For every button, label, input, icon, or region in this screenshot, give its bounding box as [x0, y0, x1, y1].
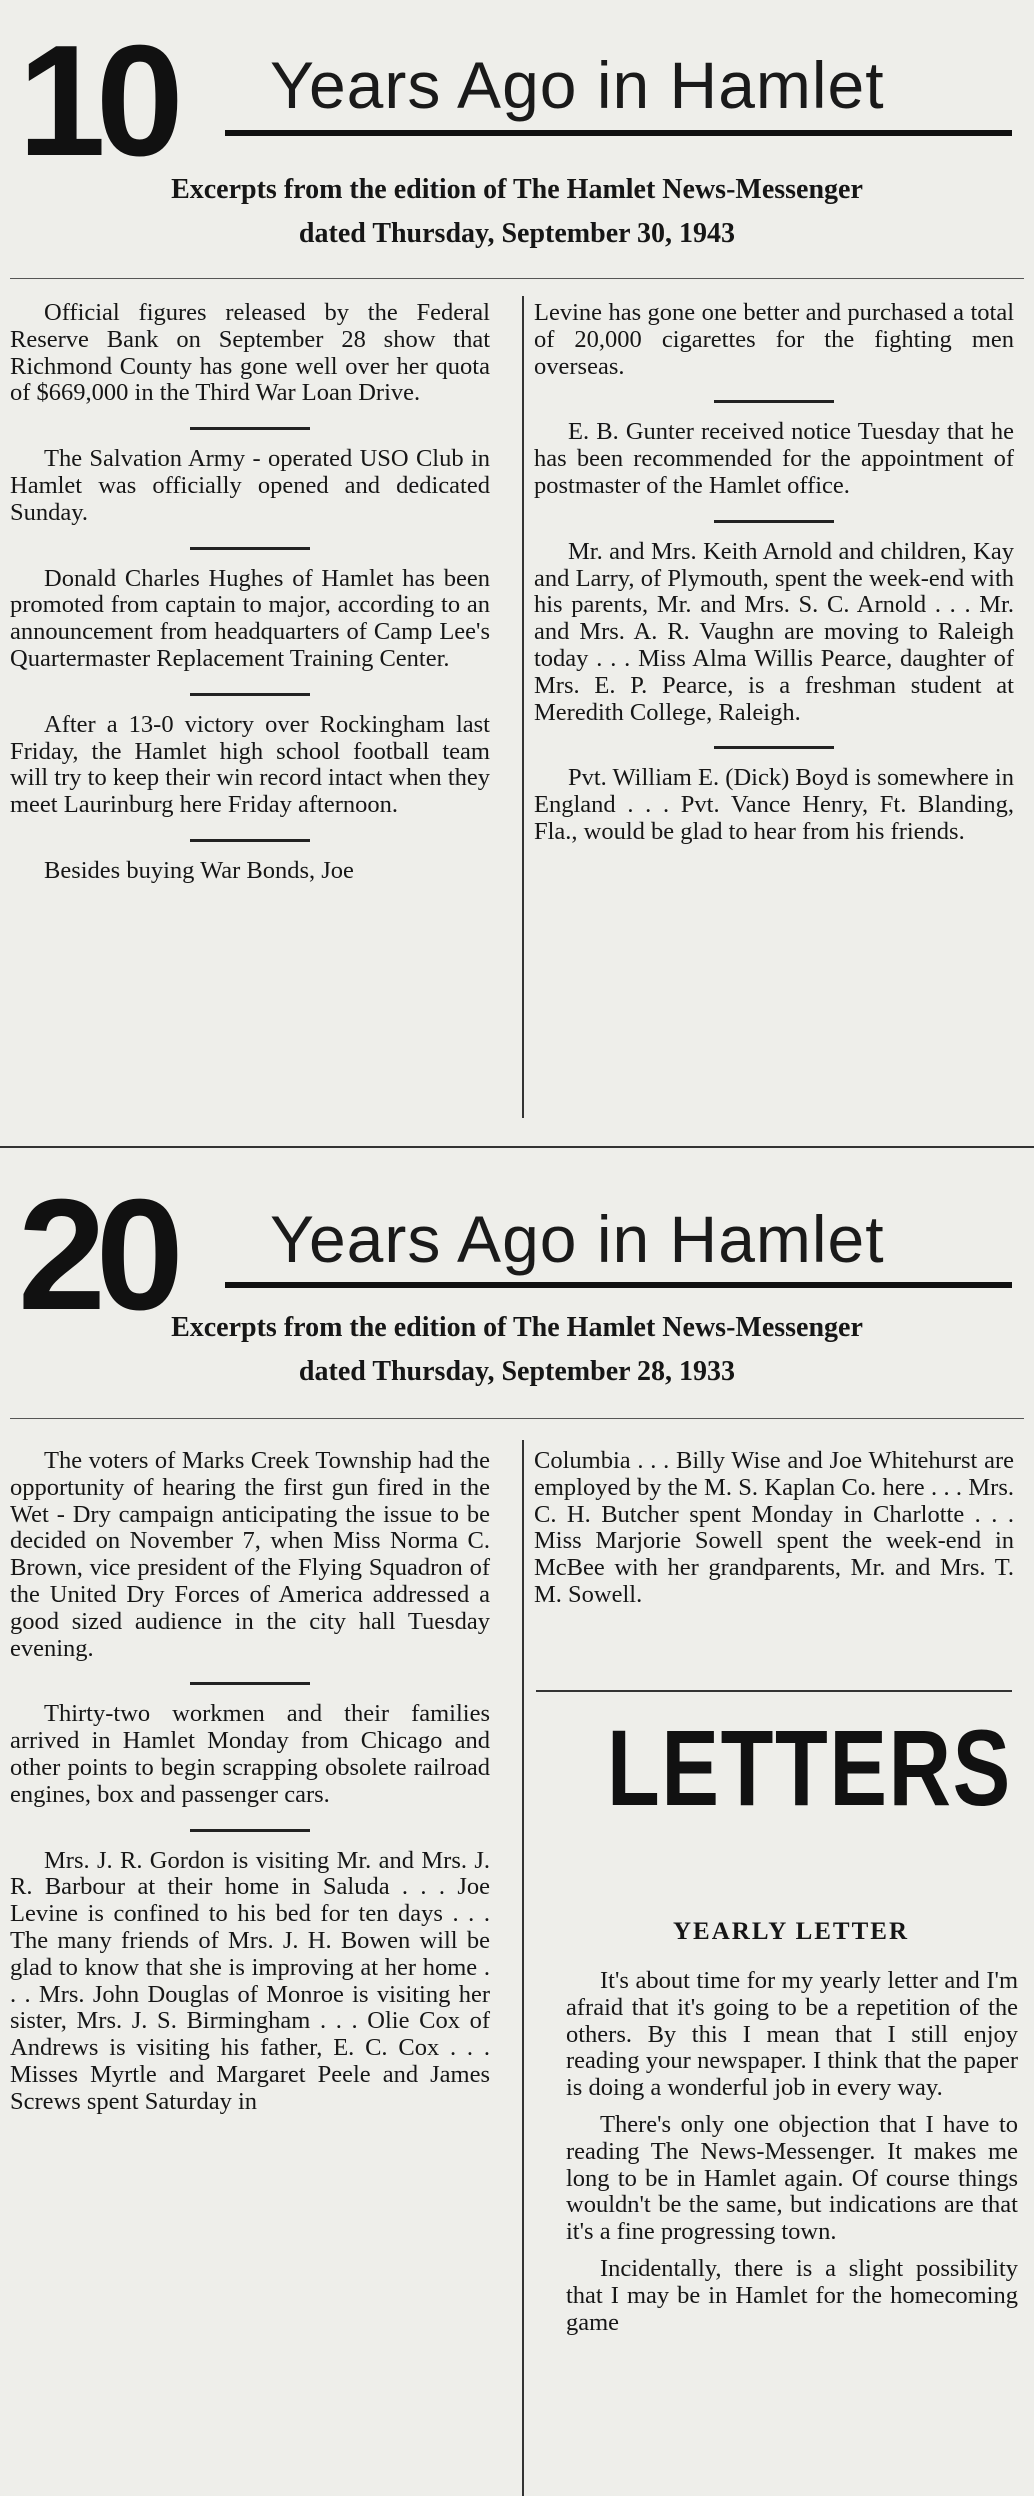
article-paragraph: Donald Charles Hughes of Hamlet has been promoted from captain to major, according to an announcement from headquarters of Camp Lee's Quartermaster Replacement Training Center. [10, 564, 490, 672]
letter-body [566, 1968, 1018, 2336]
letters-title: LETTERS [607, 1707, 1012, 1828]
article-paragraph: The Salvation Army - operated USO Club in Hamlet was officially opened and dedicated Sunday. [10, 445, 490, 526]
title-rule [225, 130, 1012, 136]
section-divider [0, 1146, 1034, 1148]
section-number: 20 [18, 1167, 174, 1343]
section-20-right-column [534, 1448, 1014, 1609]
letters-divider [536, 1690, 1012, 1692]
letter-paragraph: There's only one objection that I have to reading The News-Messenger. It makes me long to be in Hamlet again. Of course things wouldn't be the same, but indications are that it's a fine progressing town. [566, 2110, 1018, 2246]
section-20-left-column [10, 1448, 490, 2116]
subtitle-line-2: dated Thursday, September 30, 1943 [298, 218, 736, 249]
section-title: Years Ago in Hamlet [270, 48, 885, 122]
article-paragraph: E. B. Gunter received notice Tuesday that he has been recommended for the appointment of postmaster of the Hamlet office. [534, 418, 1014, 499]
column-separator [190, 1829, 310, 1832]
article-paragraph: Pvt. William E. (Dick) Boyd is somewhere in England . . . Pvt. Vance Henry, Ft. Blanding, Fla., would be glad to hear from his friends. [534, 764, 1014, 845]
letter-paragraph: It's about time for my yearly letter and I'm afraid that it's going to be a repetition of the others. By this I mean that I still enjoy reading your newspaper. I think that the paper is doing a wonderful job in every way. [566, 1967, 1018, 2102]
section-subtitle [0, 1306, 1034, 1394]
column-separator [190, 1682, 310, 1685]
article-paragraph: Besides buying War Bonds, Joe [44, 856, 354, 884]
title-rule [225, 1282, 1012, 1288]
article-paragraph: Thirty-two workmen and their families arrived in Hamlet Monday from Chicago and other points to begin scrapping obsolete railroad engines, box and passenger cars. [10, 1700, 490, 1808]
section-10-years-header [0, 0, 1034, 290]
column-rule [522, 1440, 524, 2496]
column-separator [714, 400, 834, 403]
subtitle-line-2: dated Thursday, September 28, 1933 [298, 1356, 736, 1387]
article-paragraph: The voters of Marks Creek Township had the opportunity of hearing the first gun fired in the Wet - Dry campaign anticipating the issue to be decided on November 7, when Miss Norma C. Brown, vice president of the Flying Squadron of the United Dry Forces of America addressed a good sized audience in the city hall Tuesday evening. [10, 1447, 490, 1662]
article-paragraph: Official figures released by the Federal Reserve Bank on September 28 show that Richmond County has gone well over her quota of $669,000 in the Third War Loan Drive. [10, 299, 490, 407]
header-divider [10, 1418, 1024, 1419]
section-number: 10 [18, 13, 174, 189]
column-separator [714, 746, 834, 749]
subtitle-line-1: Excerpts from the edition of The Hamlet News-Messenger [171, 1312, 863, 1343]
column-separator [714, 520, 834, 523]
column-rule [522, 296, 524, 1118]
article-paragraph: Mrs. J. R. Gordon is visiting Mr. and Mrs. J. R. Barbour at their home in Saluda . . . Joe Levine is confined to his bed for ten days . . . The many friends of Mrs. J. H. Bowen will be glad to know that she is improving at her home . . . Mrs. John Douglas of Monroe is visiting her sister, Mrs. J. S. Birmingham . . . Olie Cox of Andrews is visiting his father, E. C. Cox . . . Misses Myrtle and Margaret Peele and James Screws spent Saturday in [10, 1846, 490, 2115]
column-separator [190, 427, 310, 430]
article-paragraph: Mr. and Mrs. Keith Arnold and children, Kay and Larry, of Plymouth, spent the week-end with his parents, Mr. and Mrs. S. C. Arnold . . . Mr. and Mrs. A. R. Vaughn are moving to Raleigh today . . . Miss Alma Willis Pearce, daughter of Mrs. E. P. Pearce, is a freshman student at Meredith College, Raleigh. [534, 537, 1014, 726]
section-20-years-header [0, 1158, 1034, 1418]
header-divider [10, 278, 1024, 279]
article-paragraph: After a 13-0 victory over Rockingham last Friday, the Hamlet high school football team will try to keep their win record intact when they meet Laurinburg here Friday afternoon. [10, 710, 490, 819]
section-10-right-column [534, 300, 1014, 846]
letter-heading: YEARLY LETTER [672, 1918, 910, 1945]
section-title: Years Ago in Hamlet [270, 1202, 885, 1276]
column-separator [190, 839, 310, 842]
letter-paragraph: Incidentally, there is a slight possibility that I may be in Hamlet for the homecoming game [566, 2254, 1018, 2336]
column-separator [190, 693, 310, 696]
column-separator [190, 547, 310, 550]
section-10-left-column [10, 300, 490, 885]
subtitle-line-1: Excerpts from the edition of The Hamlet News-Messenger [171, 174, 863, 205]
section-subtitle [0, 168, 1034, 256]
article-paragraph: Levine has gone one better and purchased a total of 20,000 cigarettes for the fighting men overseas. [534, 299, 1014, 380]
article-paragraph: Columbia . . . Billy Wise and Joe Whitehurst are employed by the M. S. Kaplan Co. here . . . Mrs. C. H. Butcher spent Monday in Charlotte . . . Miss Marjorie Sowell spent the week-end in McBee with her grandparents, Mr. and Mrs. T. M. Sowell. [534, 1447, 1014, 1608]
